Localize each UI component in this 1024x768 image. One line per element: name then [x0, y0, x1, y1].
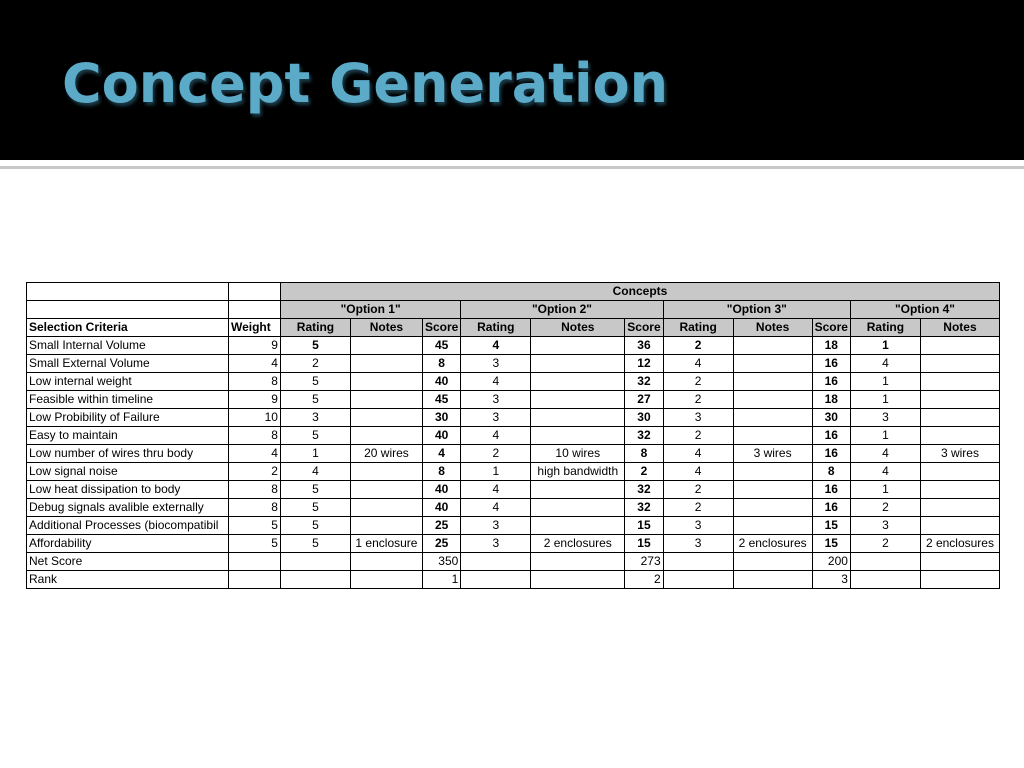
criteria-cell: Low signal noise [27, 463, 229, 481]
option-3-rating-cell: 2 [663, 373, 733, 391]
option-4-rating-cell: 3 [850, 409, 920, 427]
option-1-notes-cell [350, 355, 422, 373]
option-3-rating-cell: 3 [663, 517, 733, 535]
table-row [27, 463, 1000, 481]
table-row [27, 355, 1000, 373]
empty-cell [27, 301, 229, 319]
option-2-rating-cell: 3 [461, 535, 531, 553]
option-1-notes-cell [350, 481, 422, 499]
option-3-score-cell: 16 [812, 499, 850, 517]
option-2-rating-cell: 3 [461, 409, 531, 427]
option-3-notes-cell [733, 427, 812, 445]
weight-cell: 2 [228, 463, 280, 481]
option-2-notes-cell: high bandwidth [531, 463, 625, 481]
option-1-score-cell: 8 [422, 355, 460, 373]
option-3-notes-cell [733, 391, 812, 409]
option-3-score-cell: 16 [812, 481, 850, 499]
option-1-notes-cell [350, 463, 422, 481]
table-row [27, 517, 1000, 535]
options-header-row [27, 301, 1000, 319]
option-2-notes-cell [531, 499, 625, 517]
option-1-notes-cell [350, 409, 422, 427]
option-3-notes-cell [733, 409, 812, 427]
rating-header: Rating [850, 319, 920, 337]
option-3-notes-cell [733, 463, 812, 481]
option-2-notes-cell [531, 427, 625, 445]
option-2-score-cell: 32 [625, 481, 663, 499]
option-1-rank-row-value: 1 [422, 571, 460, 589]
option-2-score-cell: 32 [625, 427, 663, 445]
notes-header: Notes [350, 319, 422, 337]
option-4-notes-cell [920, 499, 999, 517]
option-3-net-score-row-value: 200 [812, 553, 850, 571]
notes-header: Notes [920, 319, 999, 337]
criteria-cell: Low heat dissipation to body [27, 481, 229, 499]
option-1-score-cell: 25 [422, 517, 460, 535]
weight-cell: 10 [228, 409, 280, 427]
option-2-rating-cell: 4 [461, 499, 531, 517]
weight-cell: 8 [228, 373, 280, 391]
empty-cell [663, 553, 733, 571]
option-2-score-cell: 15 [625, 517, 663, 535]
weight-cell: 8 [228, 499, 280, 517]
option-3-rating-cell: 2 [663, 427, 733, 445]
criteria-cell: Low Probibility of Failure [27, 409, 229, 427]
notes-header: Notes [733, 319, 812, 337]
option-2-rating-cell: 3 [461, 391, 531, 409]
table-row [27, 373, 1000, 391]
empty-cell [733, 553, 812, 571]
empty-cell [228, 553, 280, 571]
weight-cell: 4 [228, 445, 280, 463]
option-1-rating-cell: 5 [280, 499, 350, 517]
option-1-rating-cell: 2 [280, 355, 350, 373]
empty-cell [27, 283, 229, 301]
option-3-score-cell: 15 [812, 517, 850, 535]
option-1-notes-cell [350, 499, 422, 517]
weight-cell: 5 [228, 517, 280, 535]
option-1-notes-cell: 20 wires [350, 445, 422, 463]
column-header-row [27, 319, 1000, 337]
option-3-score-cell: 16 [812, 427, 850, 445]
criteria-cell: Affordability [27, 535, 229, 553]
option-2-rating-cell: 4 [461, 481, 531, 499]
empty-cell [733, 571, 812, 589]
empty-cell [920, 553, 999, 571]
score-header: Score [422, 319, 460, 337]
option-3-rating-cell: 4 [663, 445, 733, 463]
table-row [27, 535, 1000, 553]
option-3-score-cell: 18 [812, 391, 850, 409]
empty-cell [280, 553, 350, 571]
option-4-notes-cell [920, 517, 999, 535]
empty-cell [850, 553, 920, 571]
concept-selection-table [26, 282, 1000, 589]
weight-cell: 9 [228, 391, 280, 409]
slide-title: Concept Generation [62, 52, 669, 115]
option-4-rating-cell: 2 [850, 535, 920, 553]
option-4-rating-cell: 4 [850, 445, 920, 463]
option-4-notes-cell [920, 337, 999, 355]
option-1-score-cell: 25 [422, 535, 460, 553]
option-3-rating-cell: 2 [663, 391, 733, 409]
option-4-rating-cell: 2 [850, 499, 920, 517]
option-1-rating-cell: 5 [280, 337, 350, 355]
option-2-notes-cell [531, 355, 625, 373]
option-4-notes-cell [920, 373, 999, 391]
option-1-score-cell: 45 [422, 337, 460, 355]
net-score-row-label: Net Score [27, 553, 229, 571]
option-1-rating-cell: 3 [280, 409, 350, 427]
option-4-rating-cell: 1 [850, 481, 920, 499]
rating-header: Rating [280, 319, 350, 337]
option-2-notes-cell [531, 373, 625, 391]
selection-criteria-header: Selection Criteria [27, 319, 229, 337]
option-4-rating-cell: 1 [850, 337, 920, 355]
option-2-score-cell: 12 [625, 355, 663, 373]
option-4-rating-cell: 1 [850, 427, 920, 445]
option-4-rating-cell: 1 [850, 391, 920, 409]
option-1-notes-cell [350, 373, 422, 391]
criteria-cell: Easy to maintain [27, 427, 229, 445]
option-3-notes-cell [733, 499, 812, 517]
option-1-rating-cell: 5 [280, 427, 350, 445]
option-1-notes-cell [350, 391, 422, 409]
option-2-rating-cell: 4 [461, 427, 531, 445]
option-2-net-score-row-value: 273 [625, 553, 663, 571]
option-2-score-cell: 8 [625, 445, 663, 463]
option-2-score-cell: 32 [625, 373, 663, 391]
score-header: Score [625, 319, 663, 337]
option-4-notes-cell [920, 463, 999, 481]
option-4-notes-cell [920, 355, 999, 373]
option-1-rating-cell: 5 [280, 391, 350, 409]
option-4-notes-cell [920, 409, 999, 427]
option-3-notes-cell [733, 373, 812, 391]
option-3-score-cell: 16 [812, 445, 850, 463]
option-2-score-cell: 32 [625, 499, 663, 517]
option-2-notes-cell: 10 wires [531, 445, 625, 463]
criteria-cell: Additional Processes (biocompatibil [27, 517, 229, 535]
criteria-cell: Debug signals avalible externally [27, 499, 229, 517]
empty-cell [850, 571, 920, 589]
option-1-rating-cell: 1 [280, 445, 350, 463]
net-score-row [27, 553, 1000, 571]
option-2-rating-cell: 1 [461, 463, 531, 481]
option-1-score-cell: 40 [422, 481, 460, 499]
empty-cell [920, 571, 999, 589]
option-1-rating-cell: 5 [280, 373, 350, 391]
empty-cell [531, 553, 625, 571]
option-1-notes-cell: 1 enclosure [350, 535, 422, 553]
option-4-rating-cell: 1 [850, 373, 920, 391]
empty-cell [228, 301, 280, 319]
concepts-header-row [27, 283, 1000, 301]
empty-cell [461, 571, 531, 589]
option-4-notes-cell [920, 427, 999, 445]
option-4-rating-cell: 3 [850, 517, 920, 535]
option-3-score-cell: 30 [812, 409, 850, 427]
option-3-rating-cell: 3 [663, 535, 733, 553]
header-divider [0, 166, 1024, 169]
option-3-notes-cell: 2 enclosures [733, 535, 812, 553]
table-row [27, 445, 1000, 463]
table-row [27, 481, 1000, 499]
option-1-notes-cell [350, 337, 422, 355]
empty-cell [280, 571, 350, 589]
option-1-notes-cell [350, 427, 422, 445]
option-2-score-cell: 30 [625, 409, 663, 427]
weight-cell: 9 [228, 337, 280, 355]
option-3-rating-cell: 3 [663, 409, 733, 427]
option-3-rank-row-value: 3 [812, 571, 850, 589]
option-3-rating-cell: 2 [663, 481, 733, 499]
option-1-score-cell: 30 [422, 409, 460, 427]
table-row [27, 391, 1000, 409]
option-3-score-cell: 16 [812, 373, 850, 391]
option-2-score-cell: 15 [625, 535, 663, 553]
option-3-notes-cell [733, 481, 812, 499]
table-row [27, 499, 1000, 517]
option-1-score-cell: 8 [422, 463, 460, 481]
table-container [26, 282, 1000, 589]
option-2-rating-cell: 3 [461, 355, 531, 373]
option-1-rating-cell: 4 [280, 463, 350, 481]
weight-cell: 5 [228, 535, 280, 553]
criteria-cell: Low number of wires thru body [27, 445, 229, 463]
option-3-notes-cell [733, 337, 812, 355]
option-3-rating-cell: 4 [663, 463, 733, 481]
option-3-rating-cell: 2 [663, 337, 733, 355]
option-3-score-cell: 8 [812, 463, 850, 481]
option-2-score-cell: 2 [625, 463, 663, 481]
option-1-rating-cell: 5 [280, 517, 350, 535]
option-2-rating-cell: 4 [461, 337, 531, 355]
weight-cell: 8 [228, 427, 280, 445]
option-1-score-cell: 45 [422, 391, 460, 409]
option-1-rating-cell: 5 [280, 535, 350, 553]
option-2-rating-cell: 2 [461, 445, 531, 463]
criteria-cell: Small Internal Volume [27, 337, 229, 355]
option-2-notes-cell [531, 337, 625, 355]
option-3-notes-cell [733, 517, 812, 535]
rank-row-label: Rank [27, 571, 229, 589]
option-3-rating-cell: 4 [663, 355, 733, 373]
option-1-score-cell: 40 [422, 427, 460, 445]
table-row [27, 427, 1000, 445]
title-bar [0, 0, 1024, 160]
option-3-rating-cell: 2 [663, 499, 733, 517]
empty-cell [350, 571, 422, 589]
empty-cell [228, 283, 280, 301]
weight-cell: 4 [228, 355, 280, 373]
option-2-notes-cell [531, 409, 625, 427]
option-4-rating-cell: 4 [850, 463, 920, 481]
empty-cell [531, 571, 625, 589]
table-row [27, 337, 1000, 355]
option-2-score-cell: 36 [625, 337, 663, 355]
option-4-notes-cell [920, 481, 999, 499]
option-2-notes-cell: 2 enclosures [531, 535, 625, 553]
option-1-header: "Option 1" [280, 301, 460, 319]
criteria-cell: Small External Volume [27, 355, 229, 373]
rating-header: Rating [663, 319, 733, 337]
option-1-rating-cell: 5 [280, 481, 350, 499]
notes-header: Notes [531, 319, 625, 337]
score-header: Score [812, 319, 850, 337]
option-2-rating-cell: 3 [461, 517, 531, 535]
empty-cell [228, 571, 280, 589]
option-4-notes-cell [920, 391, 999, 409]
table-row [27, 409, 1000, 427]
criteria-cell: Low internal weight [27, 373, 229, 391]
option-1-score-cell: 4 [422, 445, 460, 463]
option-4-rating-cell: 4 [850, 355, 920, 373]
option-2-notes-cell [531, 481, 625, 499]
empty-cell [350, 553, 422, 571]
empty-cell [663, 571, 733, 589]
weight-header: Weight [228, 319, 280, 337]
option-3-notes-cell [733, 355, 812, 373]
option-3-score-cell: 18 [812, 337, 850, 355]
option-3-header: "Option 3" [663, 301, 850, 319]
option-1-notes-cell [350, 517, 422, 535]
rating-header: Rating [461, 319, 531, 337]
concepts-header: Concepts [280, 283, 999, 301]
criteria-cell: Feasible within timeline [27, 391, 229, 409]
option-4-notes-cell: 2 enclosures [920, 535, 999, 553]
option-2-notes-cell [531, 517, 625, 535]
option-4-header: "Option 4" [850, 301, 999, 319]
option-1-net-score-row-value: 350 [422, 553, 460, 571]
rank-row [27, 571, 1000, 589]
option-4-notes-cell: 3 wires [920, 445, 999, 463]
option-2-rank-row-value: 2 [625, 571, 663, 589]
option-3-score-cell: 15 [812, 535, 850, 553]
option-2-rating-cell: 4 [461, 373, 531, 391]
option-3-notes-cell: 3 wires [733, 445, 812, 463]
option-3-score-cell: 16 [812, 355, 850, 373]
empty-cell [461, 553, 531, 571]
option-2-notes-cell [531, 391, 625, 409]
option-2-header: "Option 2" [461, 301, 663, 319]
option-1-score-cell: 40 [422, 499, 460, 517]
option-1-score-cell: 40 [422, 373, 460, 391]
weight-cell: 8 [228, 481, 280, 499]
option-2-score-cell: 27 [625, 391, 663, 409]
